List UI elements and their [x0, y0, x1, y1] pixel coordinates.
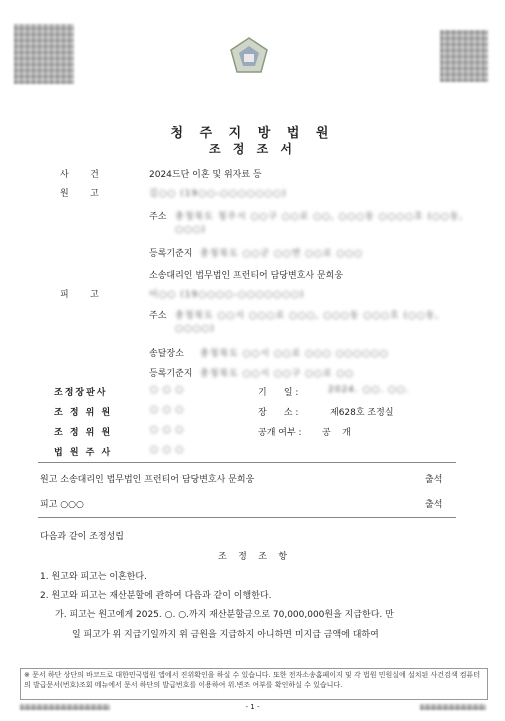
defendant-address: 충청북도 ○○시 ○○○로 ○○○, ○○○동 ○○○호 (○○동, — [175, 311, 440, 321]
attendance-party: 피고 ○○○ — [40, 500, 84, 510]
defendant-registered-label: 등록기준지 — [149, 369, 193, 379]
official-name: ○ ○ ○ — [150, 425, 185, 435]
terms-title: 조 정 조 항 — [217, 552, 288, 562]
attendance-status: 출석 — [425, 500, 443, 510]
session-place-label: 장 소 : — [258, 408, 299, 418]
document-title: 조 정 조 서 — [209, 142, 296, 156]
attendance-party: 원고 소송대리인 법무법인 프런티어 담당변호사 문희웅 — [40, 475, 255, 485]
defendant-name: 이○○ (19○○○○-○○○○○○○) — [149, 290, 305, 300]
plaintiff-name: 김○○ (19○○-○○○○○○○) — [149, 189, 287, 199]
session-date-label: 기 일 : — [258, 388, 299, 398]
session-date: 2024. ○○. ○○. — [328, 385, 410, 395]
term-item: 1. 원고와 피고는 이혼한다. — [40, 572, 147, 582]
session-place: 제628호 조정실 — [330, 408, 394, 418]
defendant-label: 피 고 — [60, 290, 101, 300]
official-label: 조 정 위 원 — [54, 408, 113, 418]
official-name: ○ ○ ○ — [150, 405, 185, 415]
plaintiff-address-label: 주소 — [149, 212, 167, 222]
official-name: ○ ○ ○ — [150, 385, 185, 395]
plaintiff-registered: 충청북도 ○○군 ○○면 ○○로 ○○○ — [200, 249, 363, 259]
defendant-registered: 충청북도 ○○시 ○○구 ○○로 ○○ — [200, 369, 355, 379]
court-emblem — [227, 36, 271, 76]
case-label: 사 건 — [60, 170, 101, 180]
issue-number — [420, 704, 486, 710]
issue-info-stamp — [14, 24, 74, 84]
case-value: 2024드단 이혼 및 위자료 등 — [149, 170, 262, 180]
footer-note: ※ 문서 하단 상단의 바코드로 대한민국법원 앱에서 진위확인을 하실 수 있습니다. 또한 전자소송홈페이지 및 각 법원 민원실에 설치된 사건검색 컴퓨터의 발급문서(번호)조회 메뉴에서 문서 하단의 발급번호를 이용하여 위.변조 여부를 확인하실 수 있습니다. — [24, 671, 481, 689]
defendant-delivery: 충청북도 ○○시 ○○로 ○○○ ○○○○○○ — [200, 349, 389, 359]
court-title: 청 주 지 방 법 원 — [170, 126, 335, 141]
qr-code — [440, 30, 488, 82]
attendance-status: 출석 — [425, 475, 443, 485]
official-label: 조 정 위 원 — [54, 428, 113, 438]
page-number: - 1 - — [245, 703, 260, 711]
official-label: 법 원 주 사 — [54, 448, 113, 458]
defendant-address-label: 주소 — [149, 311, 167, 321]
plaintiff-address: 충청북도 청주시 ○○구 ○○로 ○○, ○○○동 ○○○○호 (○○동, — [175, 212, 464, 222]
term-item: 일 피고가 위 지급기일까지 위 금원을 지급하지 아니하면 미지급 금액에 대하여 — [72, 630, 379, 640]
plaintiff-address-cont: ○○○) — [175, 225, 207, 235]
term-item: 2. 원고와 피고는 재산분할에 관하여 다음과 같이 이행한다. — [40, 591, 272, 601]
term-item: 가. 피고는 원고에게 2025. ○. ○.까지 재산분할금으로 70,000,000원을 지급한다. 만 — [55, 610, 394, 620]
defendant-address-cont: ○○○○) — [175, 324, 215, 334]
plaintiff-label: 원 고 — [60, 189, 101, 199]
defendant-delivery-label: 송달장소 — [149, 349, 184, 359]
agreement-text: 다음과 같이 조정성립 — [40, 532, 124, 542]
plaintiff-registered-label: 등록기준지 — [149, 249, 193, 259]
official-label: 조정장판사 — [54, 388, 108, 398]
official-name: ○ ○ ○ — [150, 445, 185, 455]
plaintiff-agent: 소송대리인 법무법인 프런티어 담당변호사 문희웅 — [149, 271, 344, 281]
session-public-label: 공개 여부 : — [258, 428, 302, 438]
session-public: 공 개 — [322, 428, 351, 438]
